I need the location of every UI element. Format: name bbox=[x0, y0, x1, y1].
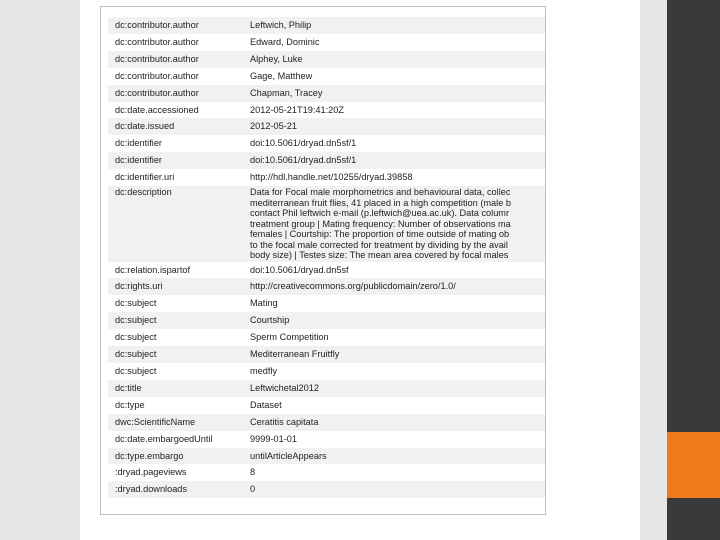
field-value: Mating bbox=[243, 295, 545, 312]
field-value: Edward, Dominic bbox=[243, 34, 545, 51]
metadata-row bbox=[108, 152, 545, 169]
field-name: dc:title bbox=[108, 380, 243, 397]
field-name: dc:contributor.author bbox=[108, 68, 243, 85]
metadata-row bbox=[108, 169, 545, 186]
metadata-row bbox=[108, 118, 545, 135]
rights-uri-link[interactable]: http://creativecommons.org/publicdomain/zero/1.0/ bbox=[243, 278, 545, 295]
field-name: dc:contributor.author bbox=[108, 17, 243, 34]
field-name: dc:date.accessioned bbox=[108, 102, 243, 119]
field-name: dc:identifier bbox=[108, 135, 243, 152]
field-name: dc:rights.uri bbox=[108, 278, 243, 295]
field-name: :dryad.downloads bbox=[108, 481, 243, 498]
field-name: dc:subject bbox=[108, 312, 243, 329]
metadata-row bbox=[108, 68, 545, 85]
field-value: Alphey, Luke bbox=[243, 51, 545, 68]
metadata-row bbox=[108, 295, 545, 312]
description-line: mediterranean fruit flies, 41 placed in a high competition (male b bbox=[250, 197, 511, 208]
metadata-row bbox=[108, 34, 545, 51]
metadata-row bbox=[108, 135, 545, 152]
field-value: doi:10.5061/dryad.dn5sf/1 bbox=[243, 152, 545, 169]
field-value: Courtship bbox=[243, 312, 545, 329]
field-value: untilArticleAppears bbox=[243, 448, 545, 465]
metadata-row bbox=[108, 329, 545, 346]
field-value: 2012-05-21 bbox=[243, 118, 545, 135]
metadata-row bbox=[108, 312, 545, 329]
field-value: 0 bbox=[243, 481, 545, 498]
metadata-row bbox=[108, 448, 545, 465]
metadata-screenshot bbox=[100, 6, 546, 515]
field-name: dc:contributor.author bbox=[108, 51, 243, 68]
field-value: medfly bbox=[243, 363, 545, 380]
field-name: dc:relation.ispartof bbox=[108, 262, 243, 279]
field-name: dc:identifier bbox=[108, 152, 243, 169]
field-name: dc:identifier.uri bbox=[108, 169, 243, 186]
field-name: dc:description bbox=[108, 186, 243, 262]
description-line: to the focal male corrected for treatment by dividing by the avail bbox=[250, 239, 508, 250]
description-line: body size) | Testes size: The mean area covered by focal males bbox=[250, 250, 509, 261]
metadata-row bbox=[108, 262, 545, 279]
metadata-row bbox=[108, 481, 545, 498]
description-line: treatment group | Mating frequency: Number of observations ma bbox=[250, 218, 511, 229]
field-value: Leftwichetal2012 bbox=[243, 380, 545, 397]
field-name: dc:type bbox=[108, 397, 243, 414]
metadata-row bbox=[108, 51, 545, 68]
side-accent-block bbox=[667, 432, 720, 498]
field-value: doi:10.5061/dryad.dn5sf/1 bbox=[243, 135, 545, 152]
metadata-row bbox=[108, 278, 545, 295]
metadata-row bbox=[108, 17, 545, 34]
metadata-row bbox=[108, 431, 545, 448]
field-value: Leftwich, Philip bbox=[243, 17, 545, 34]
description-value bbox=[243, 186, 545, 262]
metadata-row bbox=[108, 186, 545, 262]
metadata-row bbox=[108, 380, 545, 397]
field-name: dwc:ScientificName bbox=[108, 414, 243, 431]
field-name: dc:subject bbox=[108, 329, 243, 346]
description-line: Data for Focal male morphometrics and behavioural data, collec bbox=[250, 187, 511, 198]
description-line: females | Courtship: The proportion of time outside of mating ob bbox=[250, 229, 510, 240]
metadata-row bbox=[108, 363, 545, 380]
field-value: Sperm Competition bbox=[243, 329, 545, 346]
field-value: 2012-05-21T19:41:20Z bbox=[243, 102, 545, 119]
identifier-uri-link[interactable]: http://hdl.handle.net/10255/dryad.39858 bbox=[243, 169, 545, 186]
field-name: dc:contributor.author bbox=[108, 85, 243, 102]
field-value: Ceratitis capitata bbox=[243, 414, 545, 431]
metadata-row bbox=[108, 102, 545, 119]
metadata-table bbox=[108, 17, 545, 498]
field-value: Mediterranean Fruitfly bbox=[243, 346, 545, 363]
field-value: 8 bbox=[243, 464, 545, 481]
description-line: contact Phil leftwich e-mail (p.leftwich@uea.ac.uk). Data columr bbox=[250, 208, 510, 219]
field-value: Chapman, Tracey bbox=[243, 85, 545, 102]
field-value: 9999-01-01 bbox=[243, 431, 545, 448]
field-name: dc:date.issued bbox=[108, 118, 243, 135]
field-name: :dryad.pageviews bbox=[108, 464, 243, 481]
metadata-row bbox=[108, 397, 545, 414]
metadata-row bbox=[108, 346, 545, 363]
metadata-row bbox=[108, 414, 545, 431]
field-name: dc:date.embargoedUntil bbox=[108, 431, 243, 448]
metadata-row bbox=[108, 85, 545, 102]
field-value: Dataset bbox=[243, 397, 545, 414]
field-value: doi:10.5061/dryad.dn5sf bbox=[243, 262, 545, 279]
metadata-row bbox=[108, 464, 545, 481]
field-name: dc:subject bbox=[108, 363, 243, 380]
field-name: dc:subject bbox=[108, 346, 243, 363]
field-value: Gage, Matthew bbox=[243, 68, 545, 85]
field-name: dc:type.embargo bbox=[108, 448, 243, 465]
field-name: dc:contributor.author bbox=[108, 34, 243, 51]
field-name: dc:subject bbox=[108, 295, 243, 312]
